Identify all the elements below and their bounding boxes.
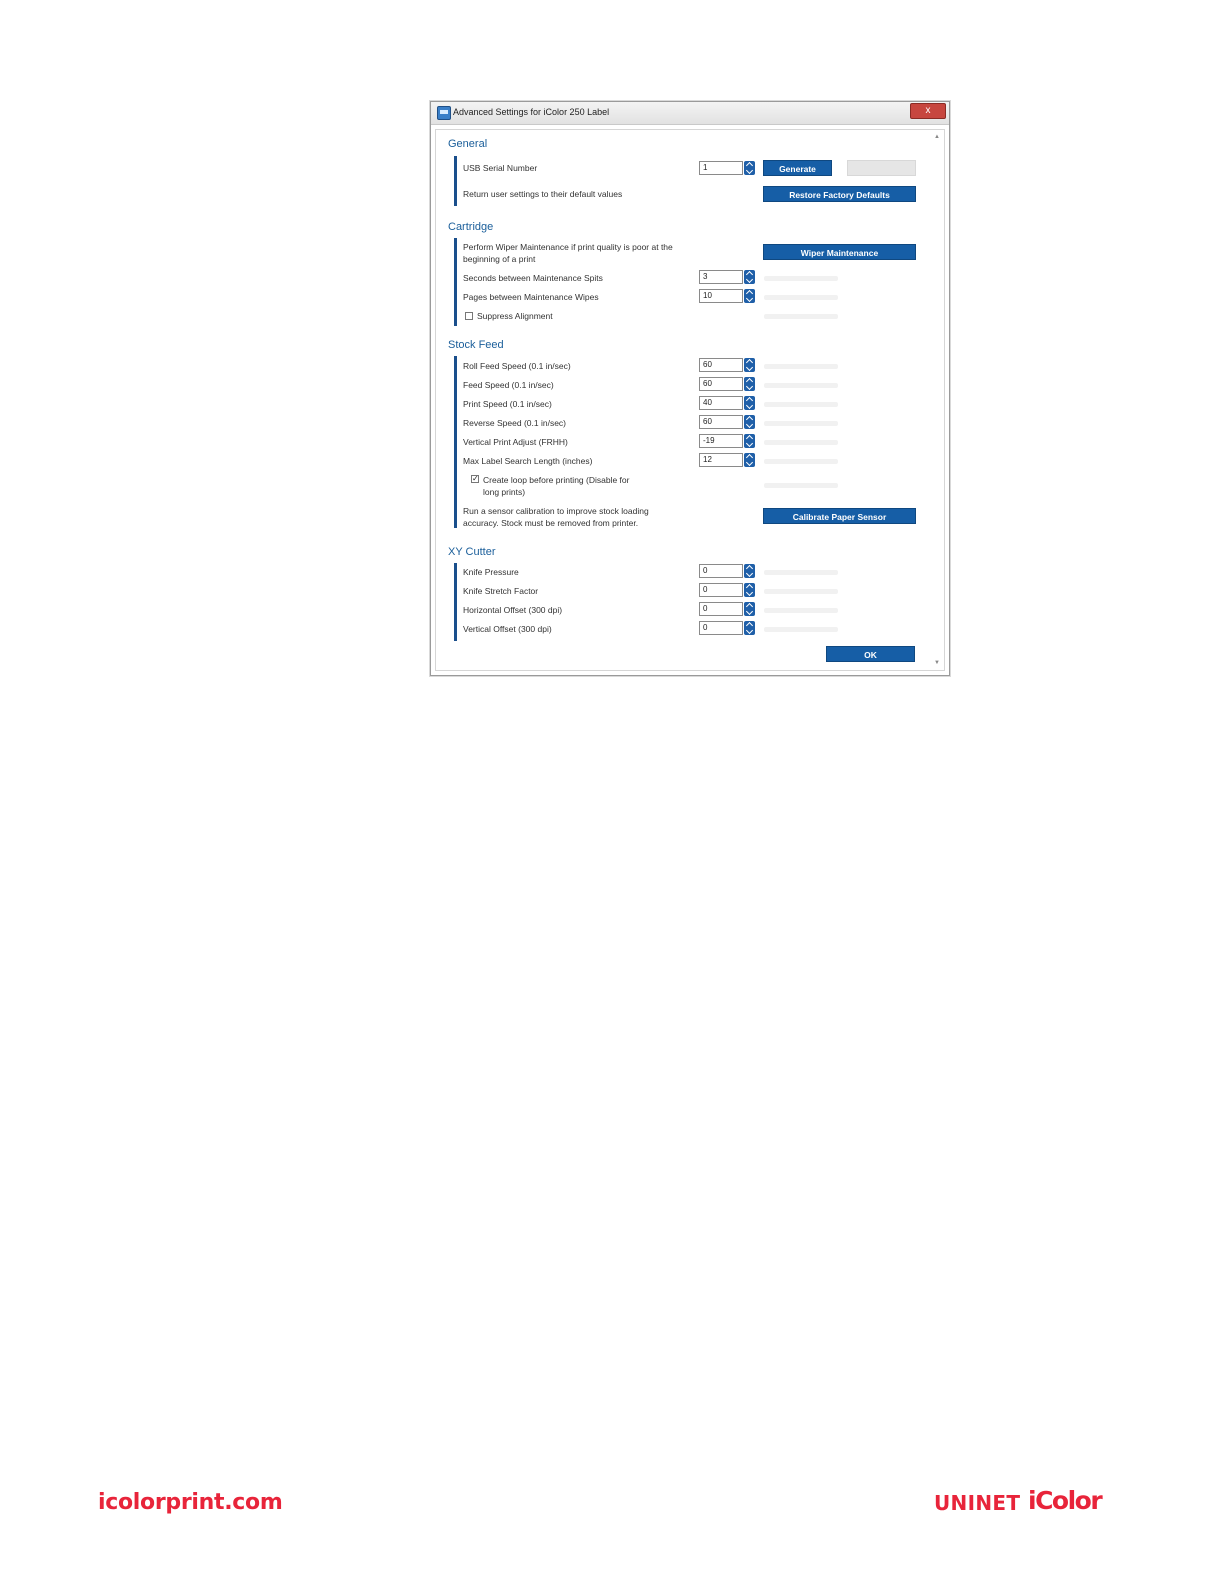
wiper-description-line1: Perform Wiper Maintenance if print quality is poor at the [463,242,673,252]
usb-serial-label: USB Serial Number [463,163,538,173]
website-link[interactable]: icolorprint.com [98,1490,283,1515]
section-title-xy-cutter: XY Cutter [448,546,496,558]
vertical-print-adjust-spinner[interactable] [699,434,755,448]
faint-text [764,314,838,319]
print-speed-label: Print Speed (0.1 in/sec) [463,399,552,409]
ok-button[interactable]: OK [826,646,915,662]
spinner-arrows-icon[interactable] [744,621,755,635]
horizontal-offset-input[interactable]: 0 [699,602,743,616]
scrollbar[interactable] [932,134,942,666]
spinner-arrows-icon[interactable] [744,434,755,448]
section-title-stock-feed: Stock Feed [448,339,504,351]
section-bar-general [454,156,457,206]
vertical-print-adjust-label: Vertical Print Adjust (FRHH) [463,437,568,447]
calibrate-paper-sensor-button[interactable]: Calibrate Paper Sensor [763,508,916,524]
faint-text [764,421,838,426]
reverse-speed-label: Reverse Speed (0.1 in/sec) [463,418,566,428]
usb-serial-spinner[interactable] [699,161,755,175]
section-bar-stock-feed [454,356,457,528]
spinner-arrows-icon[interactable] [744,377,755,391]
faint-text [764,276,838,281]
faint-text [764,295,838,300]
spinner-arrows-icon[interactable] [744,453,755,467]
window-title: Advanced Settings for iColor 250 Label [453,107,610,117]
faint-text [764,383,838,388]
spinner-arrows-icon[interactable] [744,564,755,578]
uninet-logo: UNINET [934,1491,1021,1515]
maintenance-spits-label: Seconds between Maintenance Spits [463,273,603,283]
settings-panel [435,129,945,671]
section-bar-cartridge [454,238,457,326]
knife-stretch-factor-input[interactable]: 0 [699,583,743,597]
spinner-arrows-icon[interactable] [744,270,755,284]
usb-serial-input[interactable]: 1 [699,161,743,175]
maintenance-wipes-spinner[interactable] [699,289,755,303]
feed-speed-input[interactable]: 60 [699,377,743,391]
suppress-alignment-checkbox[interactable] [465,312,473,320]
faint-text [764,364,838,369]
knife-pressure-label: Knife Pressure [463,567,519,577]
faint-text [764,440,838,445]
create-loop-checkbox[interactable]: ✓ [472,474,479,483]
restore-factory-defaults-button[interactable]: Restore Factory Defaults [763,186,916,202]
faint-text [764,627,838,632]
create-loop-label-line2: long prints) [483,487,526,497]
calibration-description-line1: Run a sensor calibration to improve stock loading [463,506,649,516]
calibration-description-line2: accuracy. Stock must be removed from printer. [463,518,639,528]
spinner-arrows-icon[interactable] [744,396,755,410]
horizontal-offset-spinner[interactable] [699,602,755,616]
create-loop-label-line1: Create loop before printing (Disable for [483,475,630,485]
scroll-up-icon[interactable]: ▲ [934,134,940,140]
scroll-down-icon[interactable]: ▼ [934,660,940,666]
vertical-offset-spinner[interactable] [699,621,755,635]
spinner-arrows-icon[interactable] [744,602,755,616]
section-title-cartridge: Cartridge [448,221,494,233]
wiper-description-line2: beginning of a print [463,254,536,264]
reverse-speed-input[interactable]: 60 [699,415,743,429]
print-speed-spinner[interactable] [699,396,755,410]
suppress-alignment-label: Suppress Alignment [477,311,553,321]
roll-feed-speed-spinner[interactable] [699,358,755,372]
spinner-arrows-icon[interactable] [744,415,755,429]
icolor-logo: iColor [1028,1486,1102,1515]
roll-feed-speed-label: Roll Feed Speed (0.1 in/sec) [463,361,571,371]
faint-text [764,589,838,594]
max-label-search-length-label: Max Label Search Length (inches) [463,456,593,466]
faint-text [764,608,838,613]
title-bar[interactable] [431,102,949,125]
spinner-arrows-icon[interactable] [744,161,755,175]
close-button[interactable]: x [910,103,946,119]
advanced-settings-dialog [430,101,950,676]
faint-text [764,570,838,575]
maintenance-wipes-input[interactable]: 10 [699,289,743,303]
disabled-button [847,160,916,176]
wiper-maintenance-button[interactable]: Wiper Maintenance [763,244,916,260]
max-label-search-length-spinner[interactable] [699,453,755,467]
app-icon [437,106,451,120]
max-label-search-length-input[interactable]: 12 [699,453,743,467]
spinner-arrows-icon[interactable] [744,583,755,597]
maintenance-wipes-label: Pages between Maintenance Wipes [463,292,599,302]
knife-pressure-spinner[interactable] [699,564,755,578]
generate-button[interactable]: Generate [763,160,832,176]
knife-stretch-factor-spinner[interactable] [699,583,755,597]
vertical-offset-label: Vertical Offset (300 dpi) [463,624,552,634]
feed-speed-spinner[interactable] [699,377,755,391]
faint-text [764,459,838,464]
knife-stretch-factor-label: Knife Stretch Factor [463,586,539,596]
faint-text [764,483,838,488]
maintenance-spits-spinner[interactable] [699,270,755,284]
roll-feed-speed-input[interactable]: 60 [699,358,743,372]
section-bar-xy-cutter [454,563,457,641]
vertical-offset-input[interactable]: 0 [699,621,743,635]
defaults-label: Return user settings to their default values [463,189,623,199]
horizontal-offset-label: Horizontal Offset (300 dpi) [463,605,563,615]
section-title-general: General [448,138,488,150]
print-speed-input[interactable]: 40 [699,396,743,410]
faint-text [764,402,838,407]
spinner-arrows-icon[interactable] [744,358,755,372]
reverse-speed-spinner[interactable] [699,415,755,429]
vertical-print-adjust-input[interactable]: -19 [699,434,743,448]
feed-speed-label: Feed Speed (0.1 in/sec) [463,380,554,390]
knife-pressure-input[interactable]: 0 [699,564,743,578]
maintenance-spits-input[interactable]: 3 [699,270,743,284]
spinner-arrows-icon[interactable] [744,289,755,303]
